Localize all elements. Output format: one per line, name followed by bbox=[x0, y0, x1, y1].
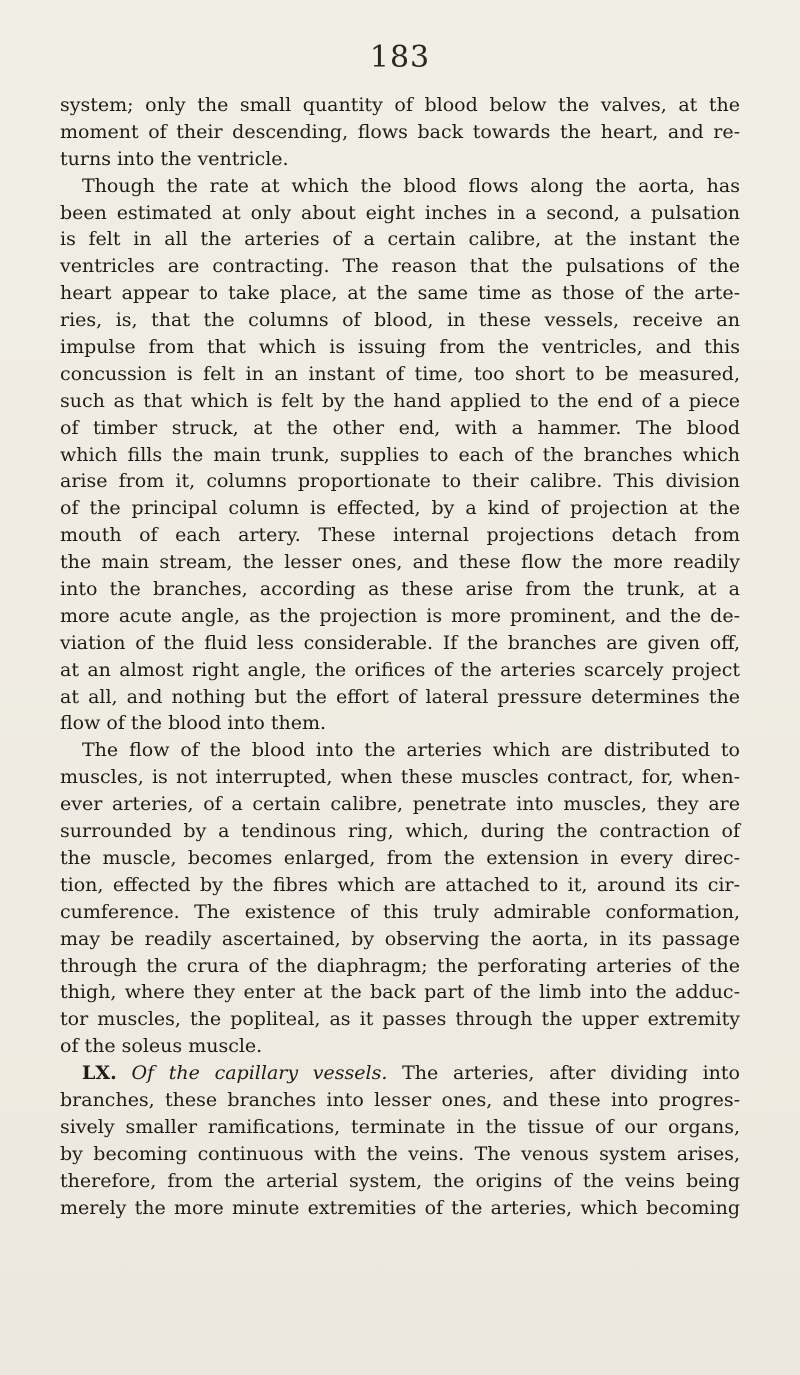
text-line: which fills the main trunk, supplies to each of the branches which bbox=[60, 443, 740, 466]
text-line: mouth of each artery. These internal projections detach from bbox=[60, 524, 740, 547]
text-line: such as that which is felt by the hand applied to the end of a piece bbox=[60, 389, 740, 412]
text-line: system; only the small quantity of blood below the valves, at the bbox=[60, 94, 740, 116]
text-line: flow of the blood into them. bbox=[60, 712, 326, 735]
body-text bbox=[60, 92, 740, 1221]
text-line: through the crura of the diaphragm; the perforating arteries of the bbox=[60, 954, 740, 977]
text-line: moment of their descending, flows back towards the heart, and re- bbox=[60, 120, 740, 143]
text-line: of the soleus muscle. bbox=[60, 1035, 263, 1058]
text-line: muscles, is not interrupted, when these muscles contract, for, when- bbox=[60, 766, 740, 789]
text-line: branches, these branches into lesser ones, and these into progres- bbox=[60, 1088, 740, 1111]
text-line: of the principal column is effected, by a kind of projection at the bbox=[60, 497, 740, 520]
text-line: concussion is felt in an instant of time, too short to be measured, bbox=[60, 362, 740, 385]
section-lines bbox=[60, 1087, 740, 1221]
text-line: more acute angle, as the projection is more prominent, and the de- bbox=[60, 604, 740, 627]
section-label: LX. bbox=[82, 1062, 117, 1085]
section-heading: Of the capillary vessels. bbox=[131, 1062, 388, 1085]
text-line: arise from it, columns proportionate to their calibre. This division bbox=[60, 470, 740, 493]
text-line: the main stream, the lesser ones, and these flow the more readily bbox=[60, 551, 740, 574]
text-line: merely the more minute extremities of the arteries, which becoming bbox=[60, 1196, 740, 1219]
text-line: therefore, from the arterial system, the origins of the veins being bbox=[60, 1169, 740, 1192]
text-line: by becoming continuous with the veins. The venous system arises, bbox=[60, 1142, 740, 1165]
text-line: ever arteries, of a certain calibre, penetrate into muscles, they are bbox=[60, 793, 740, 816]
text-line: The flow of the blood into the arteries which are distributed to bbox=[82, 739, 740, 762]
text-line: impulse from that which is issuing from the ventricles, and this bbox=[60, 336, 740, 359]
text-line: sively smaller ramifications, terminate in the tissue of our organs, bbox=[60, 1115, 740, 1138]
text-line: of timber struck, at the other end, with a hammer. The blood bbox=[60, 416, 740, 439]
text-line: been estimated at only about eight inches in a second, a pulsation bbox=[60, 201, 740, 224]
text-line: at all, and nothing but the effort of lateral pressure determines the bbox=[60, 685, 740, 708]
text-line: cumference. The existence of this truly admirable conformation, bbox=[60, 900, 740, 923]
text-line: into the branches, according as these arise from the trunk, at a bbox=[60, 578, 740, 601]
paragraph-lines bbox=[60, 92, 740, 1060]
text-line: Though the rate at which the blood flows along the aorta, has bbox=[82, 174, 740, 197]
text-line: the muscle, becomes enlarged, from the extension in every direc- bbox=[60, 846, 740, 869]
text-line: viation of the fluid less considerable. If the branches are given off, bbox=[60, 631, 740, 654]
text-line: tion, effected by the fibres which are attached to it, around its cir- bbox=[60, 873, 740, 896]
text-line: tor muscles, the popliteal, as it passes through the upper extremity bbox=[60, 1008, 740, 1031]
section-first-line bbox=[60, 1060, 740, 1087]
text-line: heart appear to take place, at the same time as those of the arte- bbox=[60, 282, 740, 305]
page-number: 183 bbox=[369, 40, 431, 75]
section-first-line-text: The arteries, after dividing into bbox=[402, 1062, 740, 1085]
text-line: is felt in all the arteries of a certain calibre, at the instant the bbox=[60, 228, 740, 251]
text-line: ventricles are contracting. The reason that the pulsations of the bbox=[60, 255, 740, 278]
text-line: thigh, where they enter at the back part of the limb into the adduc- bbox=[60, 981, 740, 1004]
text-line: ries, is, that the columns of blood, in these vessels, receive an bbox=[60, 309, 740, 332]
text-line: turns into the ventricle. bbox=[60, 147, 289, 170]
text-line: surrounded by a tendinous ring, which, during the contraction of bbox=[60, 820, 740, 843]
text-line: at an almost right angle, the orifices of the arteries scarcely project bbox=[60, 658, 740, 681]
text-line: may be readily ascertained, by observing the aorta, in its passage bbox=[60, 927, 740, 950]
